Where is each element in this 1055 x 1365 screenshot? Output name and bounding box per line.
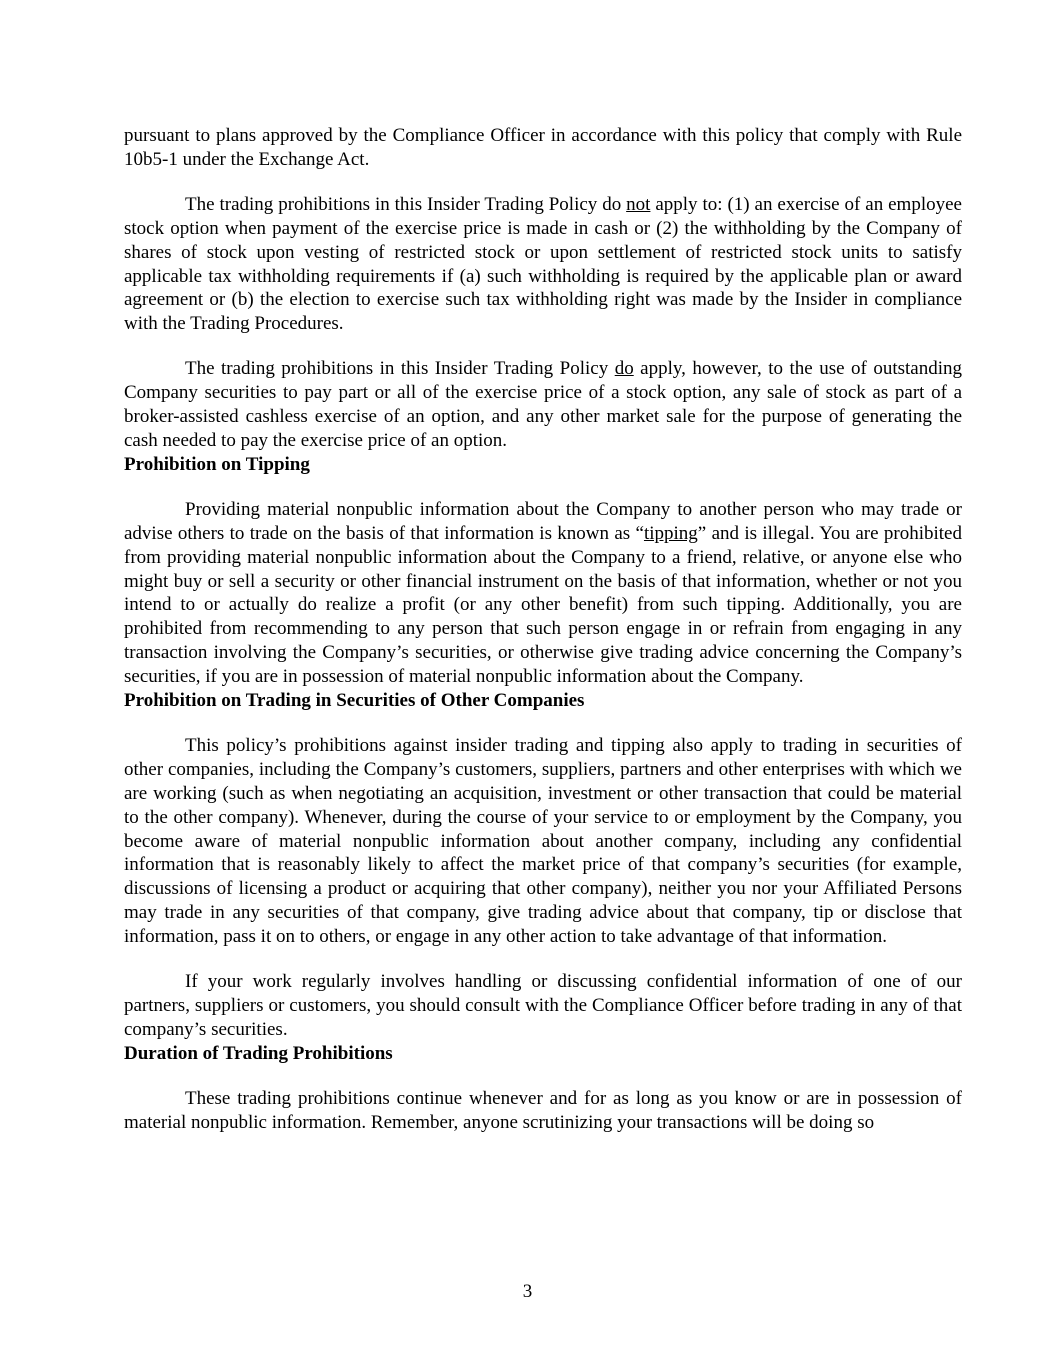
paragraph-applies-text-after: apply, however, to the use of outstanding Company securities to pay part or all of the exercise price of a stock option, any sale of stock as part of a broker-assisted cashless exercise of an option, and any other market sale for the purpose of generating the cash needed to pay the exercise price of an option. bbox=[124, 358, 962, 451]
underlined-do: do bbox=[614, 358, 634, 380]
underlined-not: not bbox=[626, 193, 651, 215]
paragraph-exceptions bbox=[124, 193, 962, 336]
paragraph-applies-text-before: The trading prohibitions in this Insider Trading Policy bbox=[185, 358, 615, 380]
paragraph-duration: These trading prohibitions continue whenever and for as long as you know or are in possession of material nonpublic information. Remember, anyone scrutinizing your transactions will be doing so bbox=[124, 1087, 962, 1133]
heading-prohibition-on-tipping: Prohibition on Tipping bbox=[124, 453, 310, 475]
document-page bbox=[124, 124, 962, 1135]
underlined-tipping: tipping bbox=[643, 522, 698, 544]
paragraph-tipping-text-before: Providing material nonpublic information about the Company to another person who may trade or advise others to trade on the basis of that information is known as “ bbox=[124, 498, 962, 544]
paragraph-tipping bbox=[124, 498, 962, 689]
heading-other-companies: Prohibition on Trading in Securities of Other Companies bbox=[124, 690, 585, 712]
page-number: 3 bbox=[522, 1281, 533, 1302]
paragraph-exceptions-text-after: apply to: (1) an exercise of an employee stock option when payment of the exercise price is made in cash or (2) the withholding by the Company of shares of stock upon vesting of restricted stock or upon settlement of restricted stock units to satisfy applicable tax withholding requirements if (a) such withholding is required by the applicable plan or award agreement or (b) the election to exercise such tax withholding right was made by the Insider in compliance with the Trading Procedures. bbox=[124, 193, 962, 335]
paragraph-tipping-text-after: ” and is illegal. You are prohibited from providing material nonpublic information about the Company to a friend, relative, or anyone else who might buy or sell a security or other financial instrument on the basis of that information, whether or not you intend to or actually do realize a profit (or any other benefit) from such tipping. Additionally, you are prohibited from recommending to any person that such person engage in or refrain from engaging in any transaction involving the Company’s securities, or otherwise give trading advice concerning the Company’s securities, if you are in possession of material nonpublic information about the Company. bbox=[124, 522, 962, 688]
heading-duration: Duration of Trading Prohibitions bbox=[124, 1042, 393, 1064]
paragraph-continuation: pursuant to plans approved by the Compliance Officer in accordance with this policy that comply with Rule 10b5-1 under the Exchange Act. bbox=[124, 125, 962, 170]
paragraph-other-companies: This policy’s prohibitions against insider trading and tipping also apply to trading in securities of other companies, including the Company’s customers, suppliers, partners and other enterprises with which we are working (such as when negotiating an acquisition, investment or other transaction that could be material to the other company). Whenever, during the course of your service to or employment by the Company, you become aware of material nonpublic information about another company, including any confidential information that is reasonably likely to affect the market price of that company’s securities (for example, discussions of licensing a product or acquiring that other company), neither you nor your Affiliated Persons may trade in any securities of that company, give trading advice about that company, tip or disclose that information, pass it on to others, or engage in any other action to take advantage of that information. bbox=[124, 734, 962, 948]
paragraph-exceptions-text-before: The trading prohibitions in this Insider Trading Policy do bbox=[185, 193, 627, 215]
paragraph-applies bbox=[124, 357, 962, 453]
paragraph-consult: If your work regularly involves handling or discussing confidential information of one of our partners, suppliers or customers, you should consult with the Compliance Officer before trading in any of that company’s securities. bbox=[124, 971, 962, 1040]
